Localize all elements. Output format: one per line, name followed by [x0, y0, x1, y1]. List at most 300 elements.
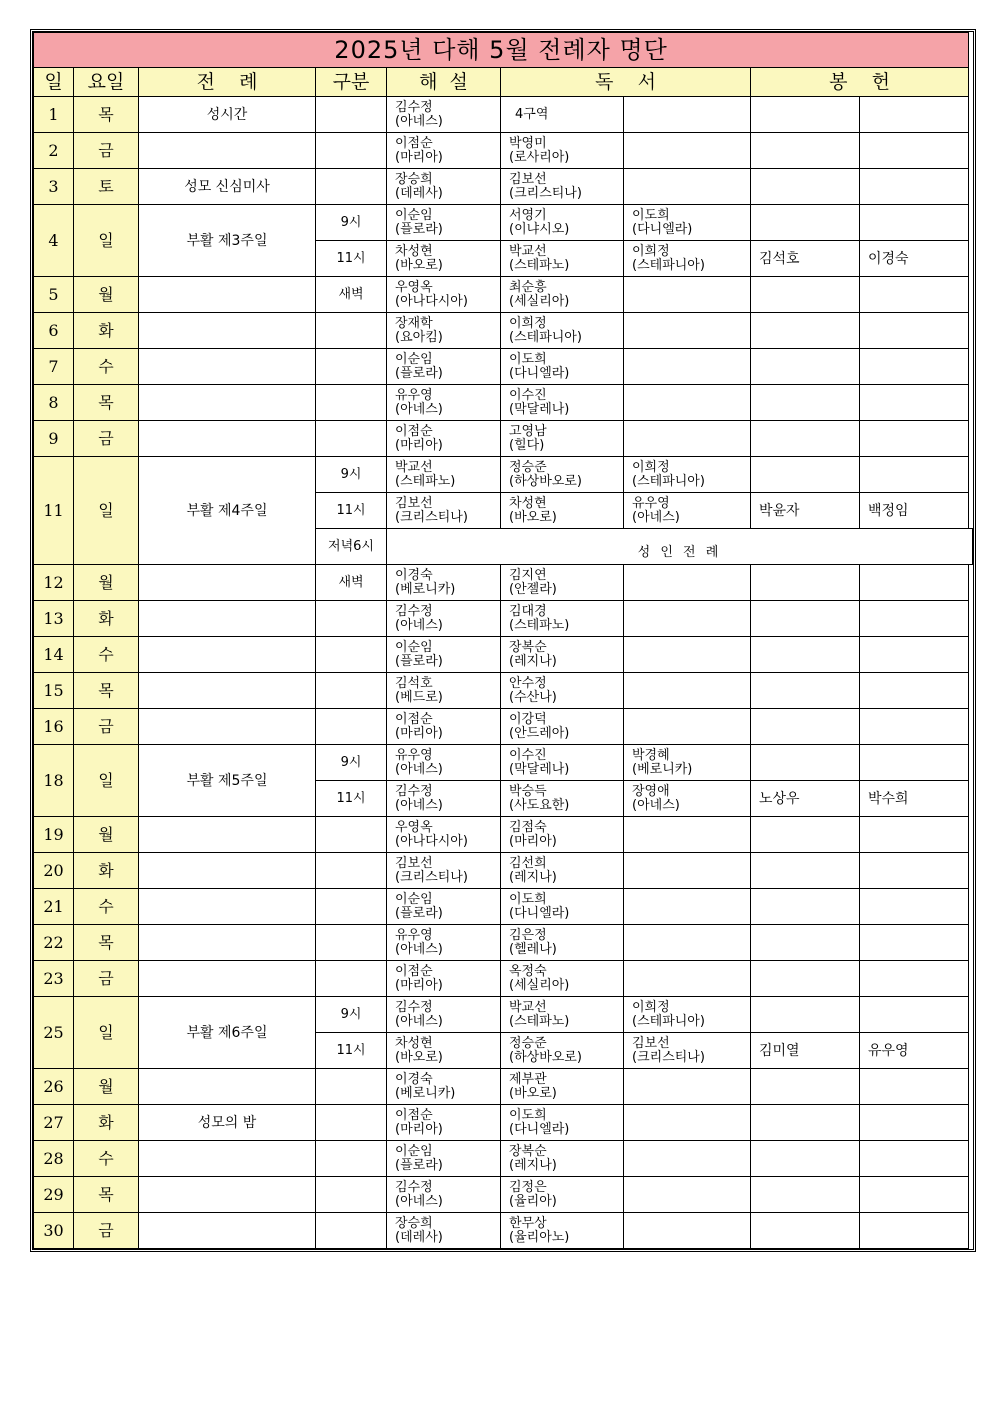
- baptismal-name: (플로라): [395, 221, 443, 237]
- commentary-cell: [387, 637, 501, 673]
- weekday-cell: 수: [74, 889, 139, 925]
- offering-cell: [751, 1213, 860, 1249]
- commentary-cell: [387, 241, 501, 277]
- baptismal-name: (베로니카): [395, 581, 456, 597]
- offering2-cell: [860, 421, 969, 457]
- division-cell: [316, 709, 387, 745]
- liturgy-cell: [139, 1069, 316, 1105]
- baptismal-name: (마리아): [509, 833, 557, 849]
- reading-cell: [501, 1069, 624, 1105]
- baptismal-name: (스테파노): [509, 617, 570, 633]
- table-row: [34, 601, 973, 637]
- division-cell: 저녁6시: [316, 529, 387, 565]
- reading2-cell: [624, 853, 751, 889]
- person-name: 이순임: [395, 891, 433, 907]
- baptismal-name: (크리스티나): [395, 869, 468, 885]
- baptismal-name: (레지나): [509, 869, 557, 885]
- reading-cell: [501, 313, 624, 349]
- person-name: 이도희: [509, 351, 547, 367]
- day-cell: 25: [34, 997, 74, 1069]
- liturgy-cell: 부활 제5주일: [139, 745, 316, 817]
- weekday-cell: 화: [74, 313, 139, 349]
- baptismal-name: (하상바오로): [509, 1049, 582, 1065]
- reading-cell: [501, 133, 624, 169]
- baptismal-name: (바오로): [395, 1049, 443, 1065]
- offering2-cell: [860, 1141, 969, 1177]
- offering2-cell: [860, 457, 969, 493]
- reading2-cell: [624, 781, 751, 817]
- offering2-cell: [860, 277, 969, 313]
- person-name: 옥정숙: [509, 963, 547, 979]
- reading-cell: [501, 961, 624, 997]
- liturgy-cell: [139, 637, 316, 673]
- baptismal-name: (플로라): [395, 1157, 443, 1173]
- person-name: 우영옥: [395, 279, 433, 295]
- reading-cell: [501, 781, 624, 817]
- reading-cell: [501, 421, 624, 457]
- day-cell: 18: [34, 745, 74, 817]
- day-cell: 1: [34, 97, 74, 133]
- weekday-cell: 화: [74, 1105, 139, 1141]
- offering-cell: [751, 889, 860, 925]
- baptismal-name: (레지나): [509, 1157, 557, 1173]
- weekday-cell: 일: [74, 205, 139, 277]
- table-row: [34, 97, 973, 133]
- division-cell: 새벽: [316, 277, 387, 313]
- person-name: 이순임: [395, 1143, 433, 1159]
- commentary-cell: [387, 925, 501, 961]
- table-row: [34, 565, 973, 601]
- person-name: 이수진: [509, 387, 547, 403]
- offering-cell: 박윤자: [751, 493, 860, 529]
- offering-cell: [751, 925, 860, 961]
- reading-cell: [501, 97, 624, 133]
- division-cell: [316, 1177, 387, 1213]
- person-name: 차성현: [509, 495, 547, 511]
- baptismal-name: (바오로): [509, 1085, 557, 1101]
- division-cell: [316, 169, 387, 205]
- offering2-cell: [860, 745, 969, 781]
- liturgy-cell: [139, 601, 316, 637]
- person-name: 장복순: [509, 639, 547, 655]
- reading2-cell: [624, 889, 751, 925]
- table-row: [34, 817, 973, 853]
- baptismal-name: (율리아): [509, 1193, 557, 1209]
- commentary-cell: [387, 1177, 501, 1213]
- baptismal-name: (다니엘라): [509, 1121, 570, 1137]
- person-name: 김보선: [395, 855, 433, 871]
- header-day: 일: [34, 68, 74, 97]
- offering-cell: [751, 313, 860, 349]
- weekday-cell: 목: [74, 1177, 139, 1213]
- baptismal-name: (스테파니아): [632, 1013, 705, 1029]
- day-cell: 5: [34, 277, 74, 313]
- person-name: 이희정: [632, 999, 670, 1015]
- weekday-cell: 금: [74, 709, 139, 745]
- offering2-cell: [860, 565, 969, 601]
- person-name: 정승준: [509, 459, 547, 475]
- day-cell: 6: [34, 313, 74, 349]
- commentary-cell: [387, 565, 501, 601]
- person-name: 이희정: [632, 459, 670, 475]
- table-row: [34, 133, 973, 169]
- commentary-cell: [387, 745, 501, 781]
- baptismal-name: (아나다시아): [395, 833, 468, 849]
- baptismal-name: (스테파니아): [632, 473, 705, 489]
- offering2-cell: [860, 817, 969, 853]
- weekday-cell: 일: [74, 457, 139, 565]
- day-cell: 30: [34, 1213, 74, 1249]
- person-name: 이경숙: [395, 567, 433, 583]
- division-cell: [316, 925, 387, 961]
- reading-cell: [501, 853, 624, 889]
- offering2-cell: [860, 925, 969, 961]
- liturgy-cell: [139, 133, 316, 169]
- table-row: [34, 709, 973, 745]
- baptismal-name: (세실리아): [509, 293, 570, 309]
- table-row: [34, 1177, 973, 1213]
- header-commentary: 해 설: [387, 68, 501, 97]
- division-cell: [316, 313, 387, 349]
- offering-cell: [751, 637, 860, 673]
- person-name: 이점순: [395, 423, 433, 439]
- person-name: 이강덕: [509, 711, 547, 727]
- offering-cell: [751, 709, 860, 745]
- liturgy-cell: [139, 1141, 316, 1177]
- reading-cell: [501, 889, 624, 925]
- person-name: 이순임: [395, 207, 433, 223]
- reading2-cell: [624, 745, 751, 781]
- division-cell: 9시: [316, 997, 387, 1033]
- liturgy-cell: 부활 제3주일: [139, 205, 316, 277]
- offering-cell: [751, 673, 860, 709]
- baptismal-name: (마리아): [395, 1121, 443, 1137]
- reading-cell: [501, 1105, 624, 1141]
- division-cell: [316, 961, 387, 997]
- commentary-cell: [387, 853, 501, 889]
- baptismal-name: (이냐시오): [509, 221, 570, 237]
- day-cell: 19: [34, 817, 74, 853]
- reading2-cell: [624, 1105, 751, 1141]
- schedule-body: [34, 97, 973, 1249]
- division-cell: [316, 421, 387, 457]
- reading2-cell: [624, 277, 751, 313]
- reading2-cell: [624, 1177, 751, 1213]
- baptismal-name: (데레사): [395, 1229, 443, 1245]
- baptismal-name: (플로라): [395, 653, 443, 669]
- person-name: 이순임: [395, 351, 433, 367]
- table-row: [34, 277, 973, 313]
- liturgy-cell: 성모 신심미사: [139, 169, 316, 205]
- person-name: 안수정: [509, 675, 547, 691]
- offering2-cell: [860, 1105, 969, 1141]
- offering-cell: 노상우: [751, 781, 860, 817]
- person-name: 우영옥: [395, 819, 433, 835]
- person-name: 유우영: [395, 387, 433, 403]
- commentary-cell: [387, 889, 501, 925]
- offering-cell: [751, 277, 860, 313]
- liturgy-cell: [139, 349, 316, 385]
- person-name: 김수정: [395, 999, 433, 1015]
- offering-cell: [751, 1141, 860, 1177]
- offering2-cell: [860, 169, 969, 205]
- division-cell: 9시: [316, 457, 387, 493]
- offering2-cell: 박수희: [860, 781, 969, 817]
- division-cell: [316, 889, 387, 925]
- commentary-cell: [387, 997, 501, 1033]
- person-name: 이경숙: [395, 1071, 433, 1087]
- person-name: 장승희: [395, 171, 433, 187]
- baptismal-name: (안젤라): [509, 581, 557, 597]
- offering-cell: 김석호: [751, 241, 860, 277]
- commentary-cell: [387, 817, 501, 853]
- reading2-cell: [624, 565, 751, 601]
- baptismal-name: (다니엘라): [509, 365, 570, 381]
- person-name: 최순흥: [509, 279, 547, 295]
- reading2-cell: [624, 133, 751, 169]
- division-cell: [316, 133, 387, 169]
- person-name: 김선희: [509, 855, 547, 871]
- weekday-cell: 목: [74, 385, 139, 421]
- offering2-cell: [860, 601, 969, 637]
- baptismal-name: (스테파노): [395, 473, 456, 489]
- weekday-cell: 수: [74, 1141, 139, 1177]
- person-name: 박교선: [509, 999, 547, 1015]
- person-name: 장재학: [395, 315, 433, 331]
- day-cell: 27: [34, 1105, 74, 1141]
- baptismal-name: (요아킴): [395, 329, 443, 345]
- person-name: 유우영: [632, 495, 670, 511]
- liturgy-cell: 부활 제6주일: [139, 997, 316, 1069]
- offering2-cell: [860, 961, 969, 997]
- person-name: 정승준: [509, 1035, 547, 1051]
- liturgy-cell: 성시간: [139, 97, 316, 133]
- person-name: 김지연: [509, 567, 547, 583]
- baptismal-name: (다니엘라): [632, 221, 693, 237]
- offering2-cell: [860, 1069, 969, 1105]
- offering2-cell: [860, 853, 969, 889]
- weekday-cell: 화: [74, 853, 139, 889]
- offering-cell: [751, 1069, 860, 1105]
- liturgy-cell: [139, 853, 316, 889]
- table-row: [34, 1069, 973, 1105]
- table-row: [34, 745, 973, 781]
- person-name: 김수정: [395, 1179, 433, 1195]
- person-name: 이수진: [509, 747, 547, 763]
- baptismal-name: (아나다시아): [395, 293, 468, 309]
- baptismal-name: (다니엘라): [509, 905, 570, 921]
- table-row: [34, 853, 973, 889]
- liturgy-cell: 부활 제4주일: [139, 457, 316, 565]
- person-name: 4구역: [515, 106, 549, 122]
- baptismal-name: (세실리아): [509, 977, 570, 993]
- reading-cell: [501, 493, 624, 529]
- person-name: 서영기: [509, 207, 547, 223]
- reading2-cell: [624, 385, 751, 421]
- baptismal-name: (수산나): [509, 689, 557, 705]
- day-cell: 29: [34, 1177, 74, 1213]
- person-name: 이도희: [509, 891, 547, 907]
- baptismal-name: (사도요한): [509, 797, 570, 813]
- division-cell: [316, 1105, 387, 1141]
- day-cell: 14: [34, 637, 74, 673]
- commentary-cell: [387, 457, 501, 493]
- reading2-cell: [624, 1069, 751, 1105]
- person-name: 이점순: [395, 963, 433, 979]
- reading2-cell: [624, 349, 751, 385]
- table-row: [34, 997, 973, 1033]
- person-name: 제부관: [509, 1071, 547, 1087]
- reading2-cell: [624, 637, 751, 673]
- liturgy-cell: [139, 1177, 316, 1213]
- reading-cell: [501, 997, 624, 1033]
- reading-cell: [501, 457, 624, 493]
- offering-cell: [751, 1105, 860, 1141]
- offering2-cell: [860, 385, 969, 421]
- division-cell: [316, 637, 387, 673]
- weekday-cell: 월: [74, 1069, 139, 1105]
- commentary-cell: [387, 961, 501, 997]
- table-row: [34, 457, 973, 493]
- baptismal-name: (막달레나): [509, 761, 570, 777]
- division-cell: [316, 1069, 387, 1105]
- reading-cell: [501, 205, 624, 241]
- reading2-cell: [624, 817, 751, 853]
- offering-cell: [751, 385, 860, 421]
- reading-cell: [501, 745, 624, 781]
- person-name: 이도희: [632, 207, 670, 223]
- weekday-cell: 수: [74, 637, 139, 673]
- division-cell: 9시: [316, 745, 387, 781]
- baptismal-name: (하상바오로): [509, 473, 582, 489]
- offering-cell: [751, 853, 860, 889]
- commentary-cell: [387, 169, 501, 205]
- reading-cell: [501, 673, 624, 709]
- offering-cell: [751, 133, 860, 169]
- reading2-cell: [624, 997, 751, 1033]
- liturgy-cell: [139, 925, 316, 961]
- offering2-cell: [860, 1213, 969, 1249]
- header-division: 구분: [316, 68, 387, 97]
- person-name: 유우영: [395, 927, 433, 943]
- table-row: [34, 169, 973, 205]
- table-row: [34, 637, 973, 673]
- commentary-cell: [387, 277, 501, 313]
- person-name: 이점순: [395, 135, 433, 151]
- commentary-cell: [387, 349, 501, 385]
- offering2-cell: 백정임: [860, 493, 969, 529]
- day-cell: 11: [34, 457, 74, 565]
- baptismal-name: (율리아노): [509, 1229, 570, 1245]
- reading2-cell: [624, 169, 751, 205]
- liturgy-cell: [139, 961, 316, 997]
- division-cell: 11시: [316, 1033, 387, 1069]
- day-cell: 21: [34, 889, 74, 925]
- offering-cell: [751, 349, 860, 385]
- weekday-cell: 월: [74, 277, 139, 313]
- day-cell: 7: [34, 349, 74, 385]
- baptismal-name: (마리아): [395, 977, 443, 993]
- person-name: 김대경: [509, 603, 547, 619]
- table-row: [34, 925, 973, 961]
- person-name: 이점순: [395, 711, 433, 727]
- person-name: 김보선: [395, 495, 433, 511]
- weekday-cell: 일: [74, 997, 139, 1069]
- person-name: 이순임: [395, 639, 433, 655]
- reading-cell: [501, 1141, 624, 1177]
- person-name: 장복순: [509, 1143, 547, 1159]
- baptismal-name: (바오로): [395, 257, 443, 273]
- weekday-cell: 월: [74, 565, 139, 601]
- reading2-cell: [624, 241, 751, 277]
- schedule-sheet: [30, 29, 976, 1252]
- table-row: [34, 889, 973, 925]
- reading2-cell: [624, 1213, 751, 1249]
- header-row: [34, 68, 973, 97]
- liturgy-cell: [139, 565, 316, 601]
- liturgy-cell: [139, 313, 316, 349]
- baptismal-name: (플로라): [395, 365, 443, 381]
- division-cell: [316, 349, 387, 385]
- baptismal-name: (아네스): [395, 1193, 443, 1209]
- division-cell: 11시: [316, 241, 387, 277]
- offering2-cell: [860, 709, 969, 745]
- baptismal-name: (플로라): [395, 905, 443, 921]
- liturgy-cell: [139, 709, 316, 745]
- header-offering: 봉 헌: [751, 68, 969, 97]
- table-row: [34, 1141, 973, 1177]
- day-cell: 15: [34, 673, 74, 709]
- reading2-cell: [624, 493, 751, 529]
- baptismal-name: (바오로): [509, 509, 557, 525]
- person-name: 김점숙: [509, 819, 547, 835]
- reading2-cell: [624, 1033, 751, 1069]
- header-liturgy: 전 례: [139, 68, 316, 97]
- commentary-cell: [387, 1033, 501, 1069]
- offering-cell: [751, 457, 860, 493]
- baptismal-name: (아네스): [395, 401, 443, 417]
- person-name: 이희정: [632, 243, 670, 259]
- person-name: 김은정: [509, 927, 547, 943]
- commentary-cell: [387, 205, 501, 241]
- division-cell: [316, 673, 387, 709]
- offering2-cell: [860, 205, 969, 241]
- commentary-cell: [387, 313, 501, 349]
- baptismal-name: (아네스): [632, 797, 680, 813]
- weekday-cell: 목: [74, 673, 139, 709]
- reading2-cell: [624, 709, 751, 745]
- reading-cell: [501, 1033, 624, 1069]
- header-dow: 요일: [74, 68, 139, 97]
- day-cell: 12: [34, 565, 74, 601]
- day-cell: 2: [34, 133, 74, 169]
- reading-cell: [501, 241, 624, 277]
- baptismal-name: (막달레나): [509, 401, 570, 417]
- table-row: [34, 673, 973, 709]
- reading-cell: [501, 565, 624, 601]
- reading-cell: [501, 277, 624, 313]
- header-reading: 독 서: [501, 68, 751, 97]
- day-cell: 28: [34, 1141, 74, 1177]
- person-name: 한무상: [509, 1215, 547, 1231]
- reading-cell: [501, 925, 624, 961]
- person-name: 김정은: [509, 1179, 547, 1195]
- baptismal-name: (베로니카): [395, 1085, 456, 1101]
- weekday-cell: 토: [74, 169, 139, 205]
- day-cell: 8: [34, 385, 74, 421]
- person-name: 이점순: [395, 1107, 433, 1123]
- commentary-cell: [387, 673, 501, 709]
